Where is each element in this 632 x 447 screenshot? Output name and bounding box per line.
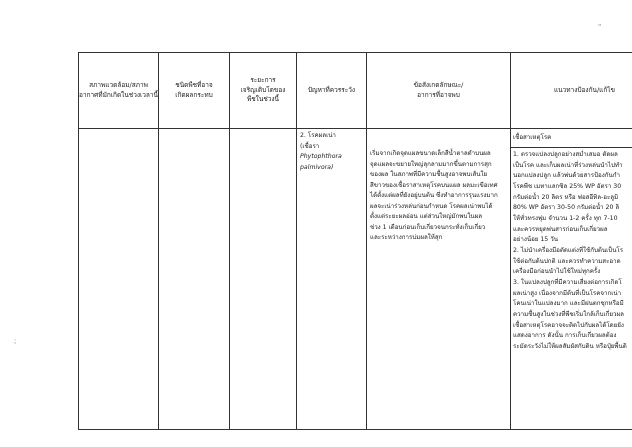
- cell-growth-stage: [230, 129, 297, 430]
- prevention-line: โคนเน่าในแปลงมาก และมีฝนตกชุกหรือมี: [513, 300, 624, 308]
- header-environment: สภาพแวดล้อม/สภาพ อากาศที่มักเกิดในช่วงเวลานี้: [79, 53, 159, 129]
- symptom-line: ผลจะเน่าร่วงหล่นก่อนกำหนด โรคผลเน่าพบได้: [370, 202, 493, 210]
- cell-environment: [79, 129, 159, 430]
- problem-cause: (เชื้อรา: [300, 142, 320, 150]
- header-symptoms: ข้อสังเกตลักษณะ/ อาการที่อาจพบ: [367, 53, 511, 129]
- prevention-line: ความชื้นสูงในช่วงที่พืชเริ่มใกล้เก็บเกี่ยวผล: [513, 310, 624, 318]
- header-problem: ปัญหาที่ควรระวัง: [297, 53, 367, 129]
- prevention-line: ระมัดระวังไม่ให้ผลสัมผัสกับดิน หรือปุ๋ยพื้นดิ: [513, 342, 627, 350]
- symptom-line: สีขาวของเชื้อราสาเหตุโรคบนแผล ผลมะเขือเทศ: [370, 181, 498, 189]
- symptom-line: ได้ตั้งแต่ผลที่ยังอยู่บนต้น ซึ่งทำอาการรุนแรงมาก: [370, 192, 498, 200]
- prevention-line: 80% WP อัตรา 30-50 กรัมต่อน้ำ 20 ลิ: [513, 204, 620, 212]
- pest-advisory-table: [78, 52, 632, 430]
- pathogen-genus: Phytophthora: [300, 153, 342, 161]
- symptom-line: ช่วง 1 เดือนก่อนเก็บเกี่ยวจนกระทั่งเก็บเกี่ยว: [370, 223, 486, 231]
- prevention-line: โรคพืช เมทาแลกซิล 25% WP อัตรา 30: [513, 182, 622, 190]
- prevention-line: ใช้ต่อกับต้นปกติ และควรทำความสะอาด: [513, 257, 621, 265]
- header-crop-species: ชนิดพืชที่อาจ เกิดผลกระทบ: [159, 53, 230, 129]
- cell-problem: [297, 129, 367, 430]
- symptom-line: ตั้งแต่ระยะผลอ่อน แต่ส่วนใหญ่มักพบในผล: [370, 213, 483, 221]
- prevention-line: เครื่องมือก่อนนำไปใช้ใหม่ทุกครั้ง: [513, 268, 601, 276]
- cell-symptoms: [367, 129, 511, 430]
- page-marker-top: ": [598, 23, 602, 31]
- prevention-line: 2. ไม่นำเครื่องมือตัดแต่งที่ใช้กับต้นเป็นโร: [513, 246, 624, 254]
- symptom-line: จุดแผลจะขยายใหญ่ลุกลามมากขึ้นตามการสุก: [370, 160, 492, 168]
- table-header-row: [79, 53, 632, 129]
- prevention-line: นอกแปลงปลูก แล้วพ่นด้วยสารป้องกันกำ: [513, 172, 620, 180]
- symptom-line: และระหว่างการบ่มผลให้สุก: [370, 234, 443, 242]
- cell-crop-species: [159, 129, 230, 430]
- problem-title: 2. โรคผลเน่า: [300, 132, 336, 139]
- prevention-line: เชื้อสาเหตุโรคอาจจะติดไปกับผลได้โดยยัง: [513, 321, 624, 329]
- prevention-line: 3. ในแปลงปลูกที่มีความเสี่ยงต่อการเกิดโ: [513, 278, 622, 286]
- symptom-line: เริ่มจากเกิดจุดแผลขนาดเล็กสีน้ำตาลดำบนผล: [370, 150, 491, 157]
- prevention-line: ผลเน่าสูง เนื่องจากมีต้นที่เป็นโรคจากเน่า: [513, 289, 622, 297]
- page-marker-left: ;: [14, 337, 17, 345]
- prevention-line: อย่างน้อย 15 วัน: [513, 236, 558, 244]
- header-growth-stage: ระยะการ เจริญเติบโตของ พืชในช่วงนี้: [230, 53, 297, 129]
- prevention-line: และควรหยุดพ่นสารก่อนเก็บเกี่ยวผล: [513, 225, 608, 233]
- prevention-line: 1. ตรวจแปลงปลูกอย่างสม่ำเสมอ ตัดผล: [513, 151, 618, 158]
- prevention-line: แสดงอาการ ดังนั้น การเก็บเกี่ยวผลต้อง: [513, 332, 617, 340]
- prevention-line: กรัมต่อน้ำ 20 ลิตร หรือ ฟอสอีทิล-อะลูมิ: [513, 193, 619, 201]
- prevention-line: เป็นโรค และเก็บผลเน่าที่ร่วงหล่นนำไปทำ: [513, 161, 623, 169]
- table-row: [79, 129, 632, 430]
- prevention-line: ให้ทั่วทรงพุ่ม จำนวน 1-2 ครั้ง ทุก 7-10: [513, 214, 618, 222]
- symptom-line: ของผล ในสภาพที่มีความชื้นสูงอาจพบเส้นใย: [370, 171, 488, 179]
- pathogen-species: palmivora): [300, 163, 334, 171]
- cell-prevention: [511, 129, 632, 430]
- prevention-carryover: เชื้อสาเหตุโรค: [511, 129, 632, 148]
- header-prevention: แนวทางป้องกัน/แก้ไข: [511, 53, 632, 129]
